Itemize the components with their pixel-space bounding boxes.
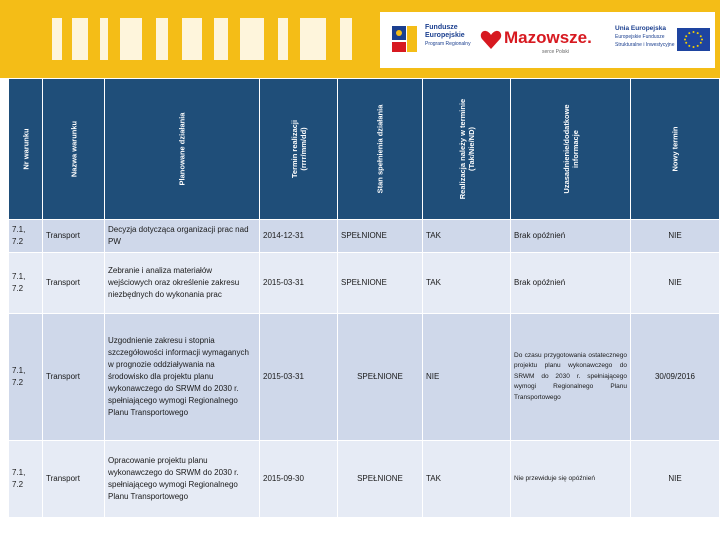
cell-nazwa: Transport — [43, 314, 105, 441]
banner-stripe — [72, 18, 88, 60]
fundusze-europejskie-logo-text — [425, 24, 471, 48]
ue-line1: Unia Europejska — [615, 25, 666, 32]
header-nowy-termin: Nowy termin — [631, 79, 720, 220]
ue-line2: Europejskie Fundusze — [615, 33, 665, 40]
cell-termin: 2015-03-31 — [260, 314, 338, 441]
cell-nowy-termin: 30/09/2016 — [631, 314, 720, 441]
logos-panel — [380, 12, 715, 68]
eu-flag-icon — [677, 28, 710, 51]
cell-uzasadnienie: Brak opóźnień — [511, 220, 631, 253]
banner-stripe — [240, 18, 264, 60]
conditions-table — [8, 78, 720, 518]
cell-dzialania: Uzgodnienie zakresu i stopnia szczegółowości informacji wymaganych w prognozie oddziaływania na środowisko dla projektu planu wykonawczego do SRWM do 2030 r. spełniającego wymogi Regionalnego Planu Transportowego — [105, 314, 260, 441]
mazowsze-wordmark: Mazowsze. — [504, 28, 592, 47]
banner-stripe — [156, 18, 168, 60]
cell-termin: 2015-03-31 — [260, 253, 338, 314]
banner-stripe — [214, 18, 228, 60]
unia-europejska-logo-text — [615, 25, 674, 50]
mazowsze-heart-icon — [480, 30, 502, 50]
cell-stan: SPEŁNIONE — [338, 314, 423, 441]
banner-stripe — [300, 18, 326, 60]
fe-title-line2: Europejskie — [425, 32, 465, 39]
mazowsze-tagline: serce Polski — [542, 49, 569, 55]
cell-uzasadnienie: Brak opóźnień — [511, 253, 631, 314]
mazowsze-logo — [480, 26, 592, 60]
header-banner — [0, 0, 720, 78]
banner-stripe — [120, 18, 142, 60]
header-nr-warunku: Nr warunku — [9, 79, 43, 220]
cell-nowy-termin: NIE — [631, 441, 720, 518]
fe-subtitle: Program Regionalny — [425, 41, 471, 47]
fe-title-line1: Fundusze — [425, 24, 458, 31]
cell-dzialania: Decyzja dotycząca organizacji prac nad PW — [105, 220, 260, 253]
fundusze-europejskie-flag-icon — [390, 22, 420, 56]
cell-nowy-termin: NIE — [631, 253, 720, 314]
cell-termin: 2015-09-30 — [260, 441, 338, 518]
cell-termin: 2014-12-31 — [260, 220, 338, 253]
banner-stripe — [278, 18, 288, 60]
cell-realizacja: TAK — [423, 220, 511, 253]
table-row — [9, 220, 720, 253]
cell-nr: 7.1, 7.2 — [9, 253, 43, 314]
cell-dzialania: Zebranie i analiza materiałów wejściowych oraz określenie zakresu niezbędnych do wykonania prac — [105, 253, 260, 314]
table-row — [9, 253, 720, 314]
header-termin-realizacji: Termin realizacji (rrrr/mm/dd) — [260, 79, 338, 220]
cell-nazwa: Transport — [43, 220, 105, 253]
header-planowane-dzialania: Planowane działania — [105, 79, 260, 220]
banner-stripe — [100, 18, 108, 60]
cell-nr: 7.1, 7.2 — [9, 220, 43, 253]
cell-stan: SPEŁNIONE — [338, 253, 423, 314]
header-realizacja-w-terminie: Realizacja należy w terminie (Tak/Nie/ND) — [423, 79, 511, 220]
cell-realizacja: NIE — [423, 314, 511, 441]
cell-nazwa: Transport — [43, 441, 105, 518]
cell-nazwa: Transport — [43, 253, 105, 314]
cell-uzasadnienie: Nie przewiduje się opóźnień — [511, 441, 631, 518]
cell-realizacja: TAK — [423, 441, 511, 518]
ue-line3: Strukturalne i Inwestycyjne — [615, 42, 675, 48]
table-header-row — [9, 79, 720, 220]
cell-uzasadnienie: Do czasu przygotowania ostatecznego projektu planu wykonawczego do SRWM do 2030 r. spełniającego wymogi Regionalnego Planu Transportowego — [511, 314, 631, 441]
header-uzasadnienie: Uzasadnienie/dodatkowe informacje — [511, 79, 631, 220]
cell-nr: 7.1, 7.2 — [9, 314, 43, 441]
table-row — [9, 441, 720, 518]
header-nazwa-warunku: Nazwa warunku — [43, 79, 105, 220]
cell-stan: SPEŁNIONE — [338, 220, 423, 253]
banner-stripe — [340, 18, 352, 60]
cell-stan: SPEŁNIONE — [338, 441, 423, 518]
table-row — [9, 314, 720, 441]
banner-stripe — [52, 18, 62, 60]
header-stan-spelnienia: Stan spełnienia działania — [338, 79, 423, 220]
cell-dzialania: Opracowanie projektu planu wykonawczego do SRWM do 2030 r. spełniającego wymogi Regionalnego Planu Transportowego — [105, 441, 260, 518]
banner-stripe — [182, 18, 202, 60]
cell-nowy-termin: NIE — [631, 220, 720, 253]
cell-realizacja: TAK — [423, 253, 511, 314]
cell-nr: 7.1, 7.2 — [9, 441, 43, 518]
